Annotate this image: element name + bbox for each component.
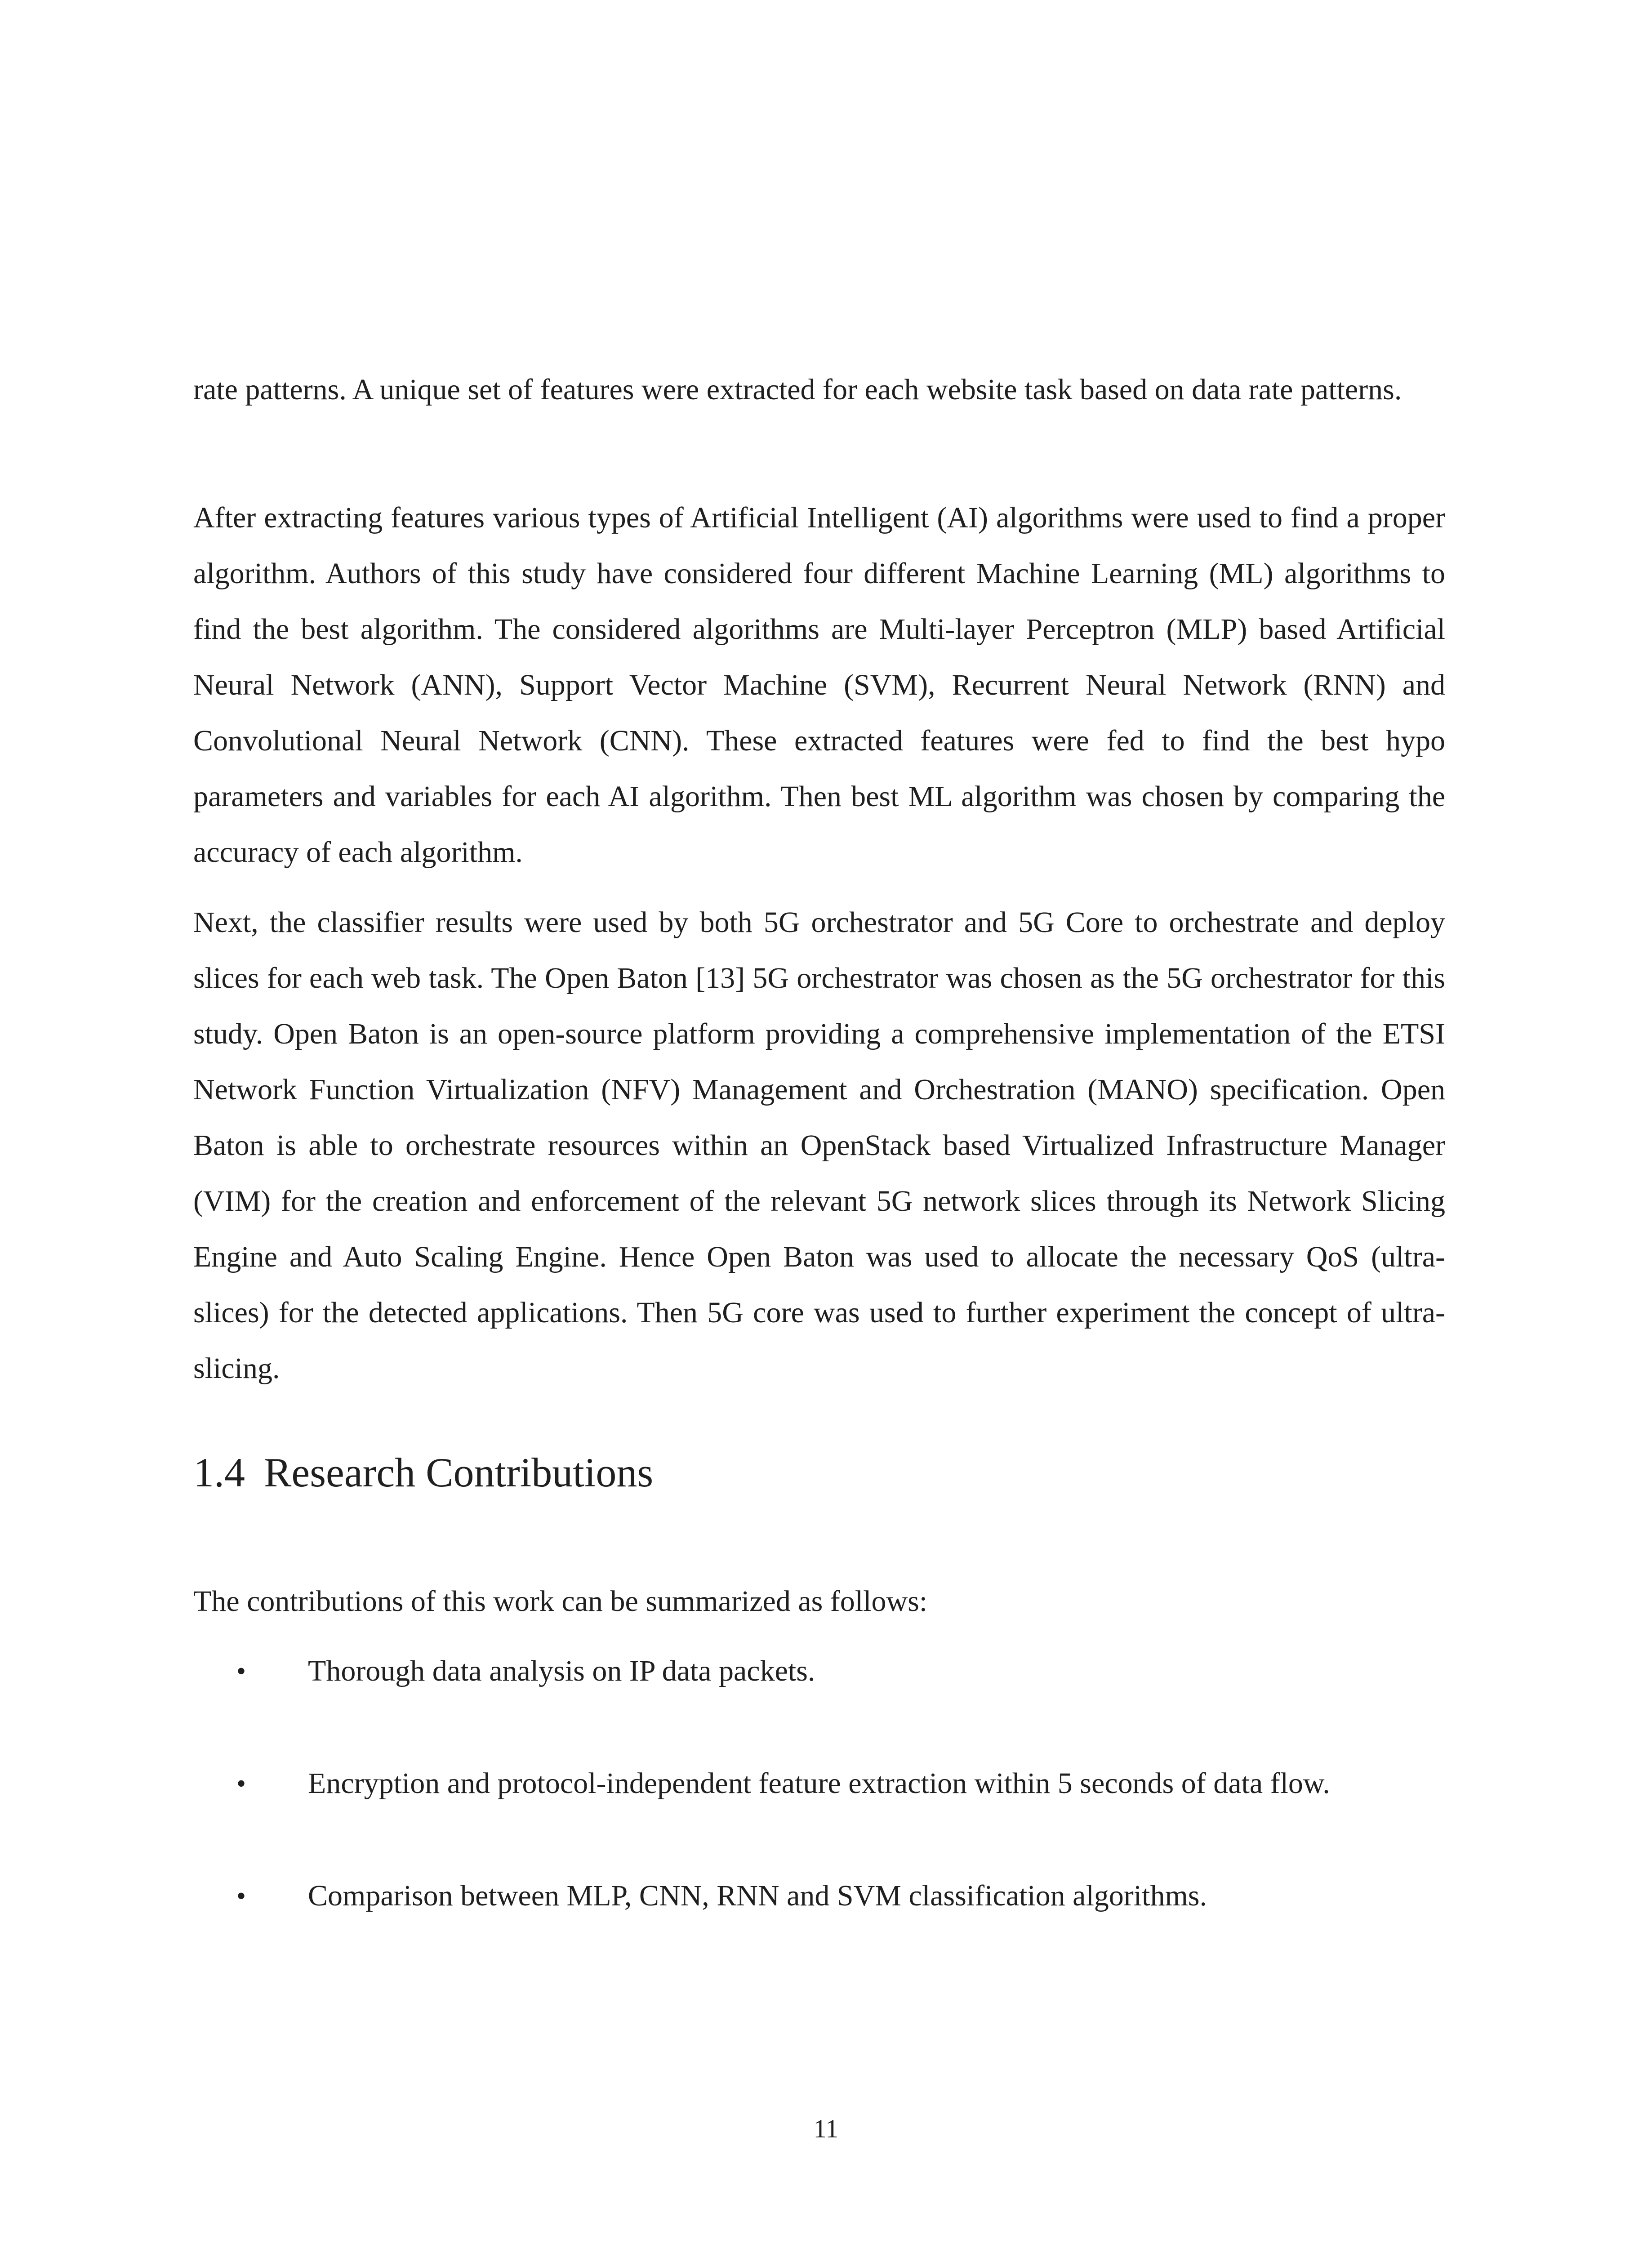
contribution-item — [193, 1868, 1445, 1924]
contribution-item — [193, 1756, 1445, 1811]
contribution-text: Comparison between MLP, CNN, RNN and SVM classification algorithms. — [308, 1879, 1207, 1912]
section-title: Research Contributions — [264, 1450, 654, 1495]
section-heading — [193, 1443, 653, 1502]
contribution-text: Encryption and protocol-independent feature extraction within 5 seconds of data flow. — [308, 1767, 1330, 1800]
contribution-text: Thorough data analysis on IP data packets. — [308, 1655, 815, 1687]
bullet-icon: • — [236, 1769, 246, 1798]
paragraph-orchestrator: Next, the classifier results were used by both 5G orchestrator and 5G Core to orchestrate and deploy slices for each web task. The Open Baton [13] 5G orchestrator was chosen as the 5G orchestrator for this study. Open Baton is an open-source platform providing a comprehensive implementation of the ETSI Network Function Virtualization (NFV) Management and Orchestration (MANO) specification. Open Baton is able to orchestrate resources within an OpenStack based Virtualized Infrastructure Manager (VIM) for the creation and enforcement of the relevant 5G network slices through its Network Slicing Engine and Auto Scaling Engine. Hence Open Baton was used to allocate the necessary QoS (ultra-slices) for the detected applications. Then 5G core was used to further experiment the concept of ultra-slicing. — [193, 906, 1445, 1385]
paragraph-data-rate-patterns: rate patterns. A unique set of features were extracted for each website task based on data rate patterns. — [193, 373, 1402, 406]
contributions-intro: The contributions of this work can be summarized as follows: — [193, 1585, 928, 1618]
bullet-icon: • — [236, 1656, 246, 1686]
contribution-item — [193, 1643, 1445, 1699]
section-number: 1.4 — [193, 1450, 245, 1495]
paragraph-ai-algorithms: After extracting features various types of Artificial Intelligent (AI) algorithms were used to find a proper algorithm. Authors of this study have considered four different Machine Learning (ML) algorithms to find the best algorithm. The considered algorithms are Multi-layer Perceptron (MLP) based Artificial Neural Network (ANN), Support Vector Machine (SVM), Recurrent Neural Network (RNN) and Convolutional Neural Network (CNN). These extracted features were fed to find the best hypo parameters and variables for each AI algorithm. Then best ML algorithm was chosen by comparing the accuracy of each algorithm. — [193, 501, 1445, 869]
page-number: 11 — [813, 2114, 839, 2143]
bullet-icon: • — [236, 1881, 246, 1911]
